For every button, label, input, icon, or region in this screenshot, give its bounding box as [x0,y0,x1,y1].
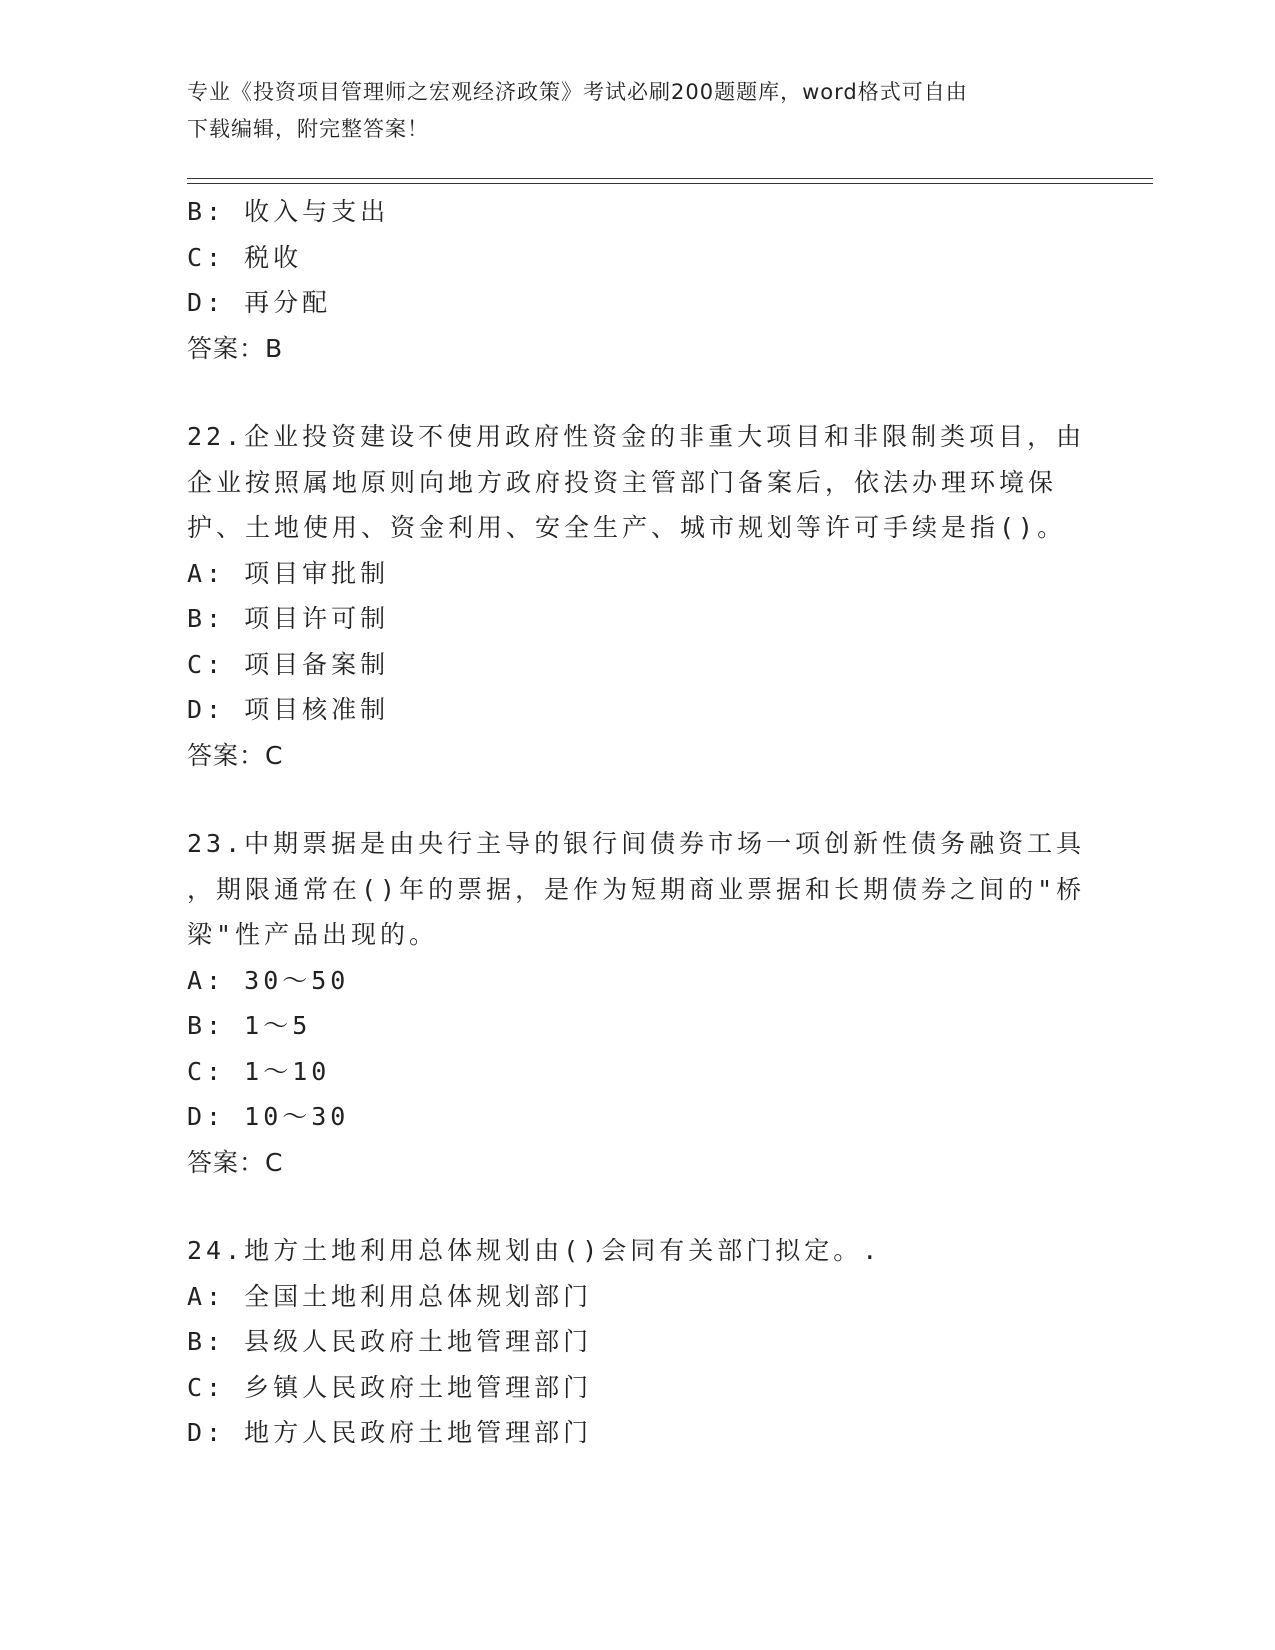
option-b: B: 项目许可制 [187,604,390,633]
question-text-line: 梁"性产品出现的。 [187,920,439,949]
question-text-line: 24.地方土地利用总体规划由()会同有关部门拟定。. [187,1236,882,1265]
option-a: A: 全国土地利用总体规划部门 [187,1281,593,1311]
header-divider-bottom [187,183,1153,184]
spacer [187,778,1087,821]
spacer [187,1185,1087,1228]
option-a: A: 项目审批制 [187,558,390,588]
option-a: A: 30～50 [187,965,350,995]
question-22-block [187,414,1087,778]
option-c: C: 乡镇人民政府土地管理部门 [187,1372,593,1402]
option-b: B: 县级人民政府土地管理部门 [187,1327,593,1356]
answer-label: 答案：B [187,333,284,363]
answer-label: 答案：C [187,1147,284,1177]
answer-label: 答案：C [187,740,284,770]
option-d: D: 再分配 [187,288,332,317]
option-c: C: 项目备案制 [187,649,390,679]
question-text-line: 23.中期票据是由央行主导的银行间债券市场一项创新性债务融资工具 [187,829,1086,858]
option-d: D: 项目核准制 [187,695,390,724]
question-21-block [187,189,1087,371]
question-text-line: 企业按照属地原则向地方政府投资主管部门备案后，依法办理环境保 [187,467,1058,497]
question-content [187,189,1087,1456]
option-b: B: 1～5 [187,1011,312,1040]
header-line-1: 专业《投资项目管理师之宏观经济政策》考试必刷200题题库，word格式可自由 [187,80,968,104]
option-d: D: 地方人民政府土地管理部门 [187,1418,593,1447]
document-header [187,74,1087,148]
option-c: C: 税收 [187,242,303,272]
spacer [187,371,1087,414]
option-c: C: 1～10 [187,1056,331,1086]
question-text-line: 护、土地使用、资金利用、安全生产、城市规划等许可手续是指()。 [187,513,1067,542]
header-divider-top [187,178,1153,179]
option-d: D: 10～30 [187,1102,350,1131]
question-24-block [187,1228,1087,1456]
option-b: B: 收入与支出 [187,197,390,226]
header-line-2: 下载编辑，附完整答案！ [187,117,429,141]
question-text-line: 22.企业投资建设不使用政府性资金的非重大项目和非限制类项目，由 [187,422,1086,451]
question-23-block [187,821,1087,1185]
question-text-line: ，期限通常在()年的票据，是作为短期商业票据和长期债券之间的"桥 [187,874,1086,904]
